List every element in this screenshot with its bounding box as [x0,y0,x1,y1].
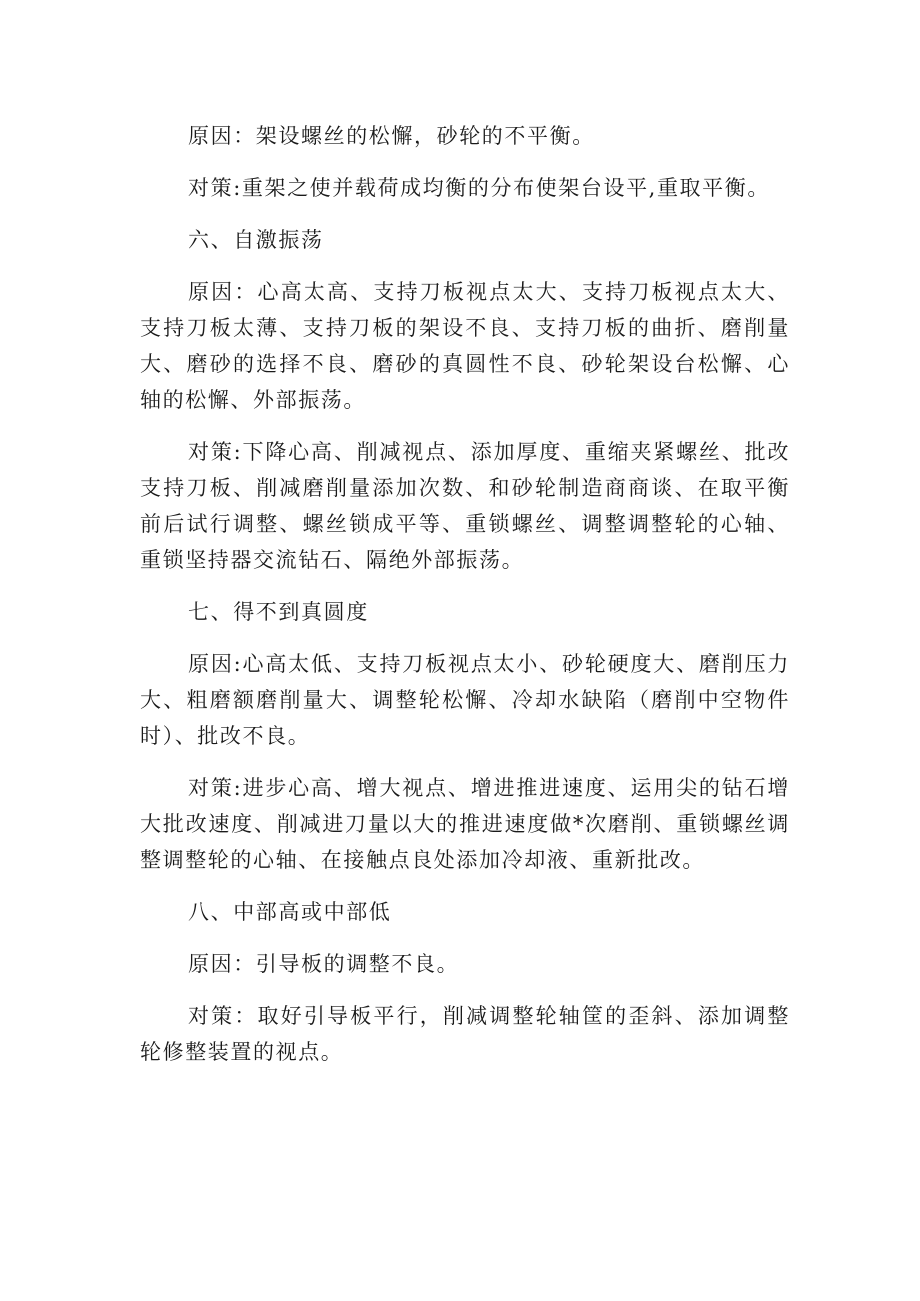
cause-paragraph: 原因：架设螺丝的松懈，砂轮的不平衡。 [188,124,595,148]
cause-paragraph: 原因：引导板的调整不良。 [188,952,460,976]
cause-paragraph: 原因：心高太高、支持刀板视点太大、支持刀板视点太大、支持刀板太薄、支持刀板的架设不良、支持刀板的曲折、磨削量大、磨砂的选择不良、磨砂的真圆性不良、砂轮架设台松懈、心轴的松懈、外部振荡。 [140,280,790,412]
cause-paragraph: 原因:心高太低、支持刀板视点太小、砂轮硬度大、磨削压力大、粗磨额磨削量大、调整轮松懈、冷却水缺陷（磨削中空物件时）、批改不良。 [140,652,790,748]
countermeasure-paragraph: 对策:下降心高、削减视点、添加厚度、重缩夹紧螺丝、批改支持刀板、削减磨削量添加次数、和砂轮制造商商谈、在取平衡前后试行调整、螺丝锁成平等、重锁螺丝、调整调整轮的心轴、重锁坚持器交流钻石、隔绝外部振荡。 [140,440,790,572]
section-heading-8: 八、中部高或中部低 [188,900,392,924]
countermeasure-paragraph: 对策:重架之使并载荷成均衡的分布使架台设平,重取平衡。 [188,176,770,200]
countermeasure-paragraph: 对策:进步心高、增大视点、增进推进速度、运用尖的钻石增大批改速度、削减进刀量以大的推进速度做*次磨削、重锁螺丝调整调整轮的心轴、在接触点良处添加冷却液、重新批改。 [140,776,790,872]
section-heading-7: 七、得不到真圆度 [188,600,369,624]
countermeasure-paragraph: 对策：取好引导板平行，削减调整轮轴筐的歪斜、添加调整轮修整装置的视点。 [140,1004,790,1064]
document-body [140,118,790,1086]
section-heading-6: 六、自激振荡 [188,228,324,252]
